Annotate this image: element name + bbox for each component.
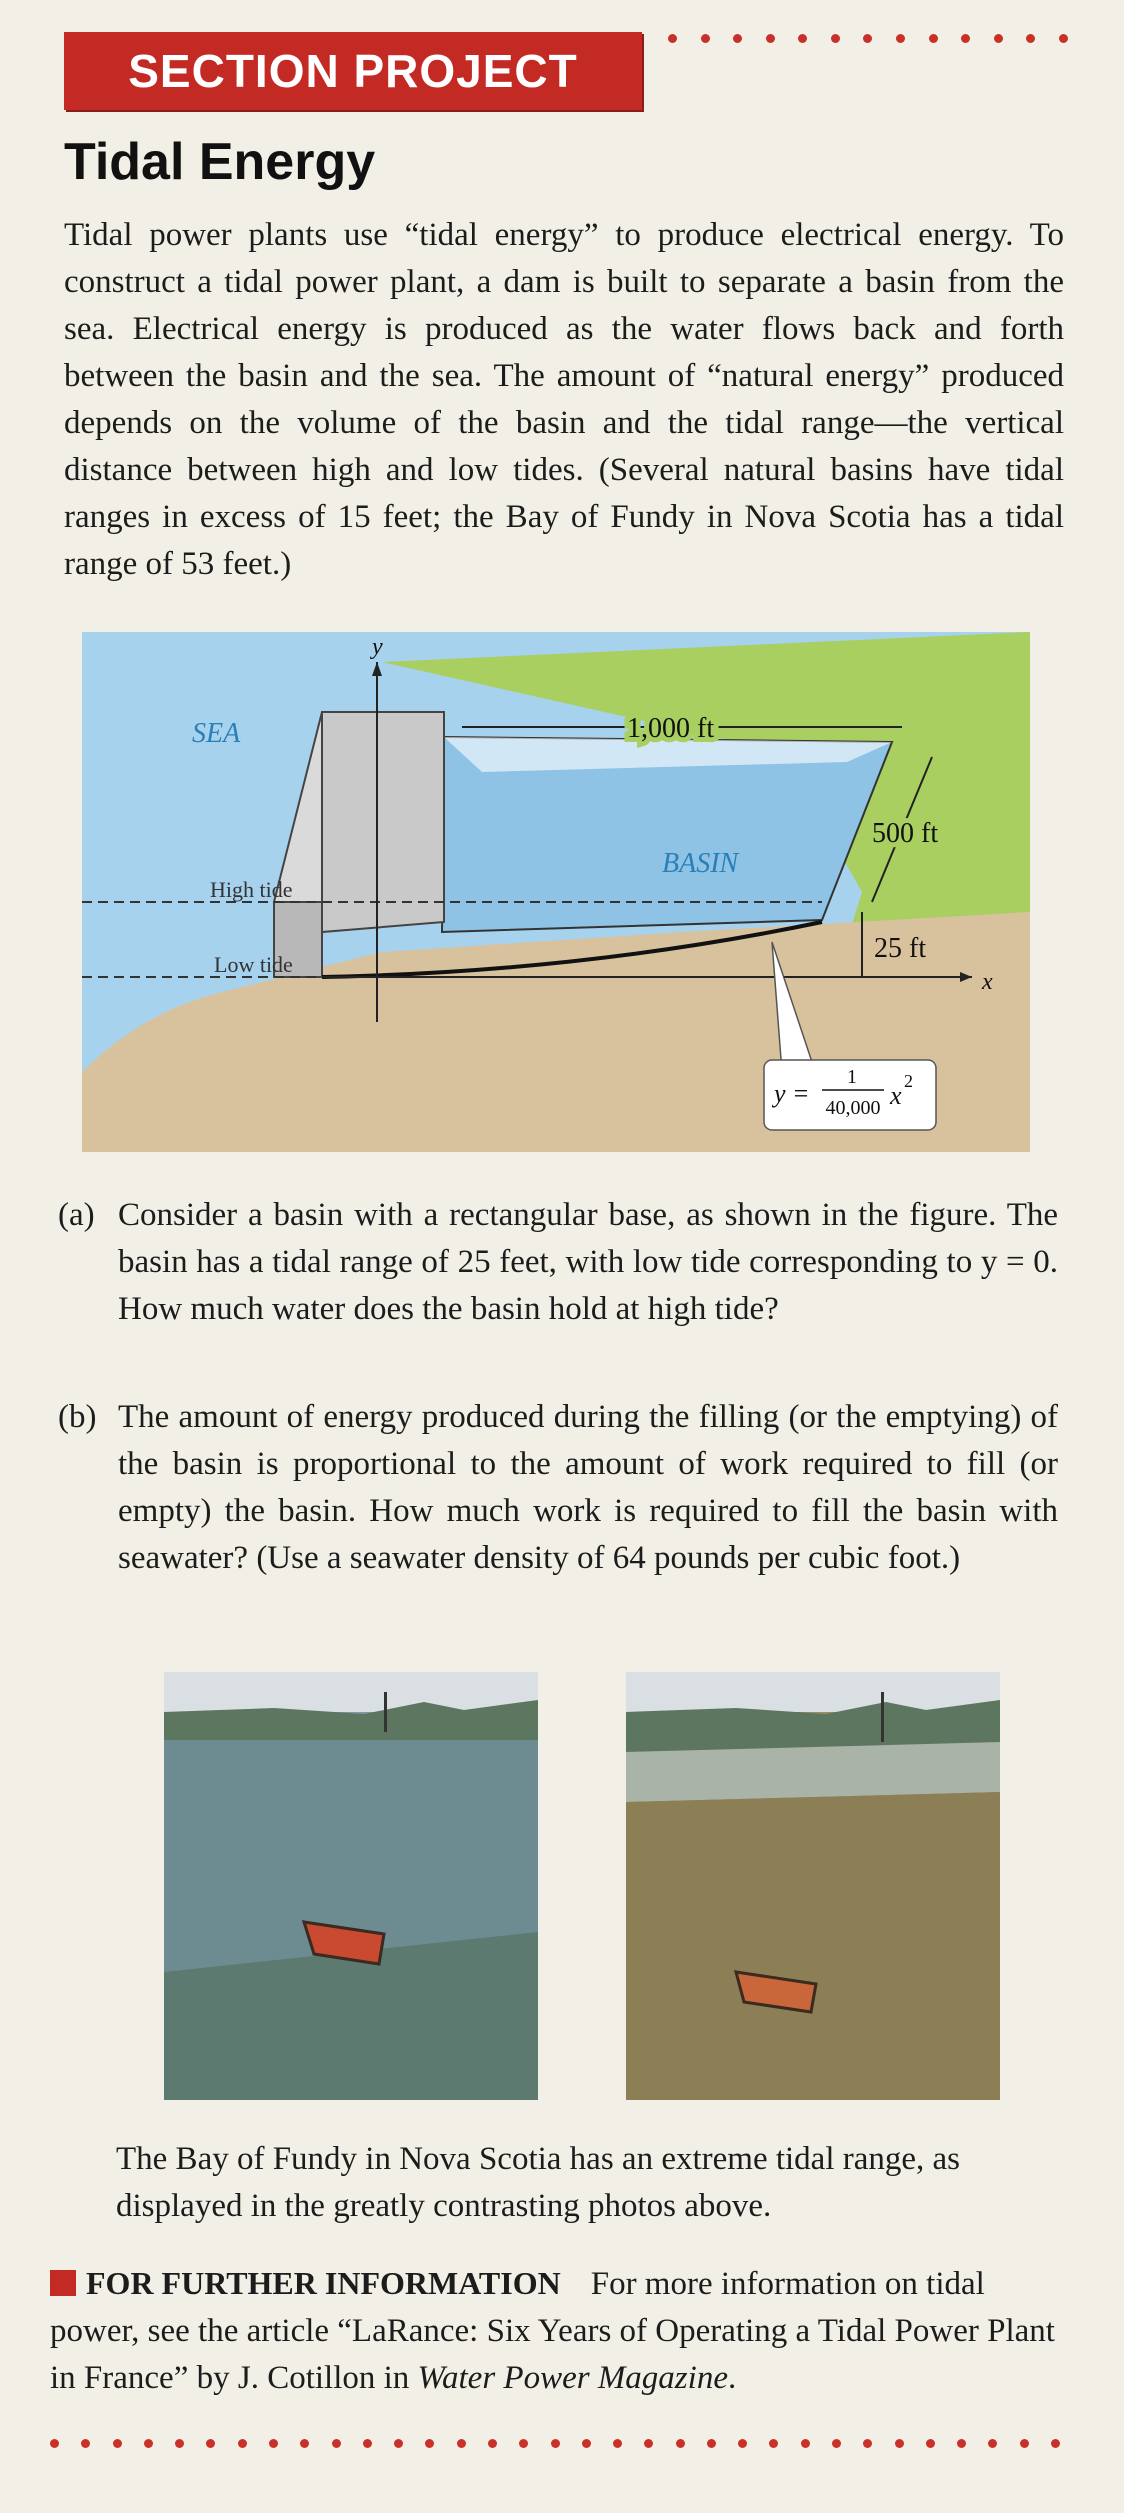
divider-dot	[363, 2439, 372, 2448]
divider-dot	[769, 2439, 778, 2448]
divider-dot	[701, 34, 710, 43]
width-label: 1,000 ft	[627, 713, 715, 744]
divider-dot	[50, 2439, 59, 2448]
divider-dot	[766, 34, 775, 43]
dam-top	[322, 712, 444, 932]
divider-dot	[613, 2439, 622, 2448]
equation-exponent: 2	[904, 1071, 913, 1091]
divider-dot	[961, 34, 970, 43]
divider-dot	[707, 2439, 716, 2448]
low-tide-label: Low tide	[214, 952, 293, 977]
section-project-banner	[64, 32, 642, 110]
equation-denominator: 40,000	[825, 1097, 881, 1119]
divider-dot	[929, 34, 938, 43]
divider-dot	[1051, 2439, 1060, 2448]
divider-dot	[832, 2439, 841, 2448]
divider-dot	[425, 2439, 434, 2448]
divider-dot	[175, 2439, 184, 2448]
divider-dot	[676, 2439, 685, 2448]
divider-dot	[488, 2439, 497, 2448]
top-dot-divider	[668, 34, 1068, 43]
divider-dot	[863, 34, 872, 43]
divider-dot	[668, 34, 677, 43]
divider-dot	[238, 2439, 247, 2448]
divider-dot	[733, 34, 742, 43]
basin-diagram	[82, 632, 1030, 1152]
question-b-label: (b)	[58, 1399, 97, 1435]
photo-caption: The Bay of Fundy in Nova Scotia has an extreme tidal range, as displayed in the greatly contrasting photos above.	[116, 2141, 961, 2224]
divider-dot	[1020, 2439, 1029, 2448]
divider-dot	[269, 2439, 278, 2448]
divider-dot	[300, 2439, 309, 2448]
divider-dot	[394, 2439, 403, 2448]
equation-lhs: y =	[774, 1079, 810, 1108]
further-information	[50, 2260, 1060, 2402]
intro-paragraph: Tidal power plants use “tidal energy” to produce electrical energy. To construct a tidal power plant, a dam is built to separate a basin from the sea. Electrical energy is produced as the water flows back and forth between the basin and the sea. The amount of “natural energy” produced depends on the volume of the basin and the tidal range—the vertical distance between high and low tides. (Several natural basins have tidal ranges in excess of 15 feet; the Bay of Fundy in Nova Scotia has a tidal range of 53 feet.)	[64, 217, 1064, 582]
range-label: 25 ft	[874, 933, 927, 964]
divider-dot	[994, 34, 1003, 43]
divider-dot	[1026, 34, 1035, 43]
x-axis-label: x	[982, 969, 993, 995]
further-text-end: .	[727, 2360, 737, 2396]
question-b-text: The amount of energy produced during the filling (or the emptying) of the basin is proportional to the amount of work required to fill (or empty) the basin. How much work is required to fill the basin with seawater? (Use a seawater density of 64 pounds per cubic foot.)	[118, 1399, 1058, 1576]
divider-dot	[206, 2439, 215, 2448]
bottom-dot-divider	[50, 2439, 1060, 2448]
basin-label: BASIN	[662, 848, 739, 879]
divider-dot	[1059, 34, 1068, 43]
question-a-label: (a)	[58, 1197, 95, 1233]
divider-dot	[582, 2439, 591, 2448]
question-a-text: Consider a basin with a rectangular base, as shown in the figure. The basin has a tidal range of 25 feet, with low tide corresponding to y = 0. How much water does the basin hold at high tide?	[118, 1197, 1058, 1327]
equation-numerator: 1	[847, 1066, 857, 1088]
divider-dot	[81, 2439, 90, 2448]
further-heading: FOR FURTHER INFORMATION	[86, 2265, 561, 2301]
divider-dot	[957, 2439, 966, 2448]
low-tide-photo	[626, 1672, 1000, 2100]
question-a	[58, 1192, 1058, 1333]
divider-dot	[926, 2439, 935, 2448]
divider-dot	[144, 2439, 153, 2448]
depth-label: 500 ft	[872, 818, 939, 849]
red-square-icon	[50, 2270, 76, 2296]
further-text: For more information on tidal power, see the article “LaRance: Six Years of Operating a Tidal Power Plant in France” by J. Cotillon in	[50, 2266, 1055, 2396]
magazine-title: Water Power Magazine	[417, 2360, 728, 2396]
divider-dot	[113, 2439, 122, 2448]
question-b	[58, 1394, 1058, 1582]
banner-label: SECTION PROJECT	[128, 45, 578, 97]
divider-dot	[863, 2439, 872, 2448]
equation-variable: x	[890, 1081, 902, 1110]
divider-dot	[895, 2439, 904, 2448]
page-title: Tidal Energy	[64, 133, 376, 191]
divider-dot	[457, 2439, 466, 2448]
divider-dot	[801, 2439, 810, 2448]
divider-dot	[896, 34, 905, 43]
divider-dot	[988, 2439, 997, 2448]
divider-dot	[798, 34, 807, 43]
sea-label: SEA	[192, 718, 241, 749]
divider-dot	[519, 2439, 528, 2448]
y-axis-label: y	[372, 634, 383, 660]
divider-dot	[831, 34, 840, 43]
divider-dot	[332, 2439, 341, 2448]
tidal-basin-figure	[82, 632, 1030, 1152]
divider-dot	[551, 2439, 560, 2448]
high-tide-photo	[164, 1672, 538, 2100]
high-tide-label: High tide	[210, 877, 293, 902]
divider-dot	[738, 2439, 747, 2448]
divider-dot	[644, 2439, 653, 2448]
